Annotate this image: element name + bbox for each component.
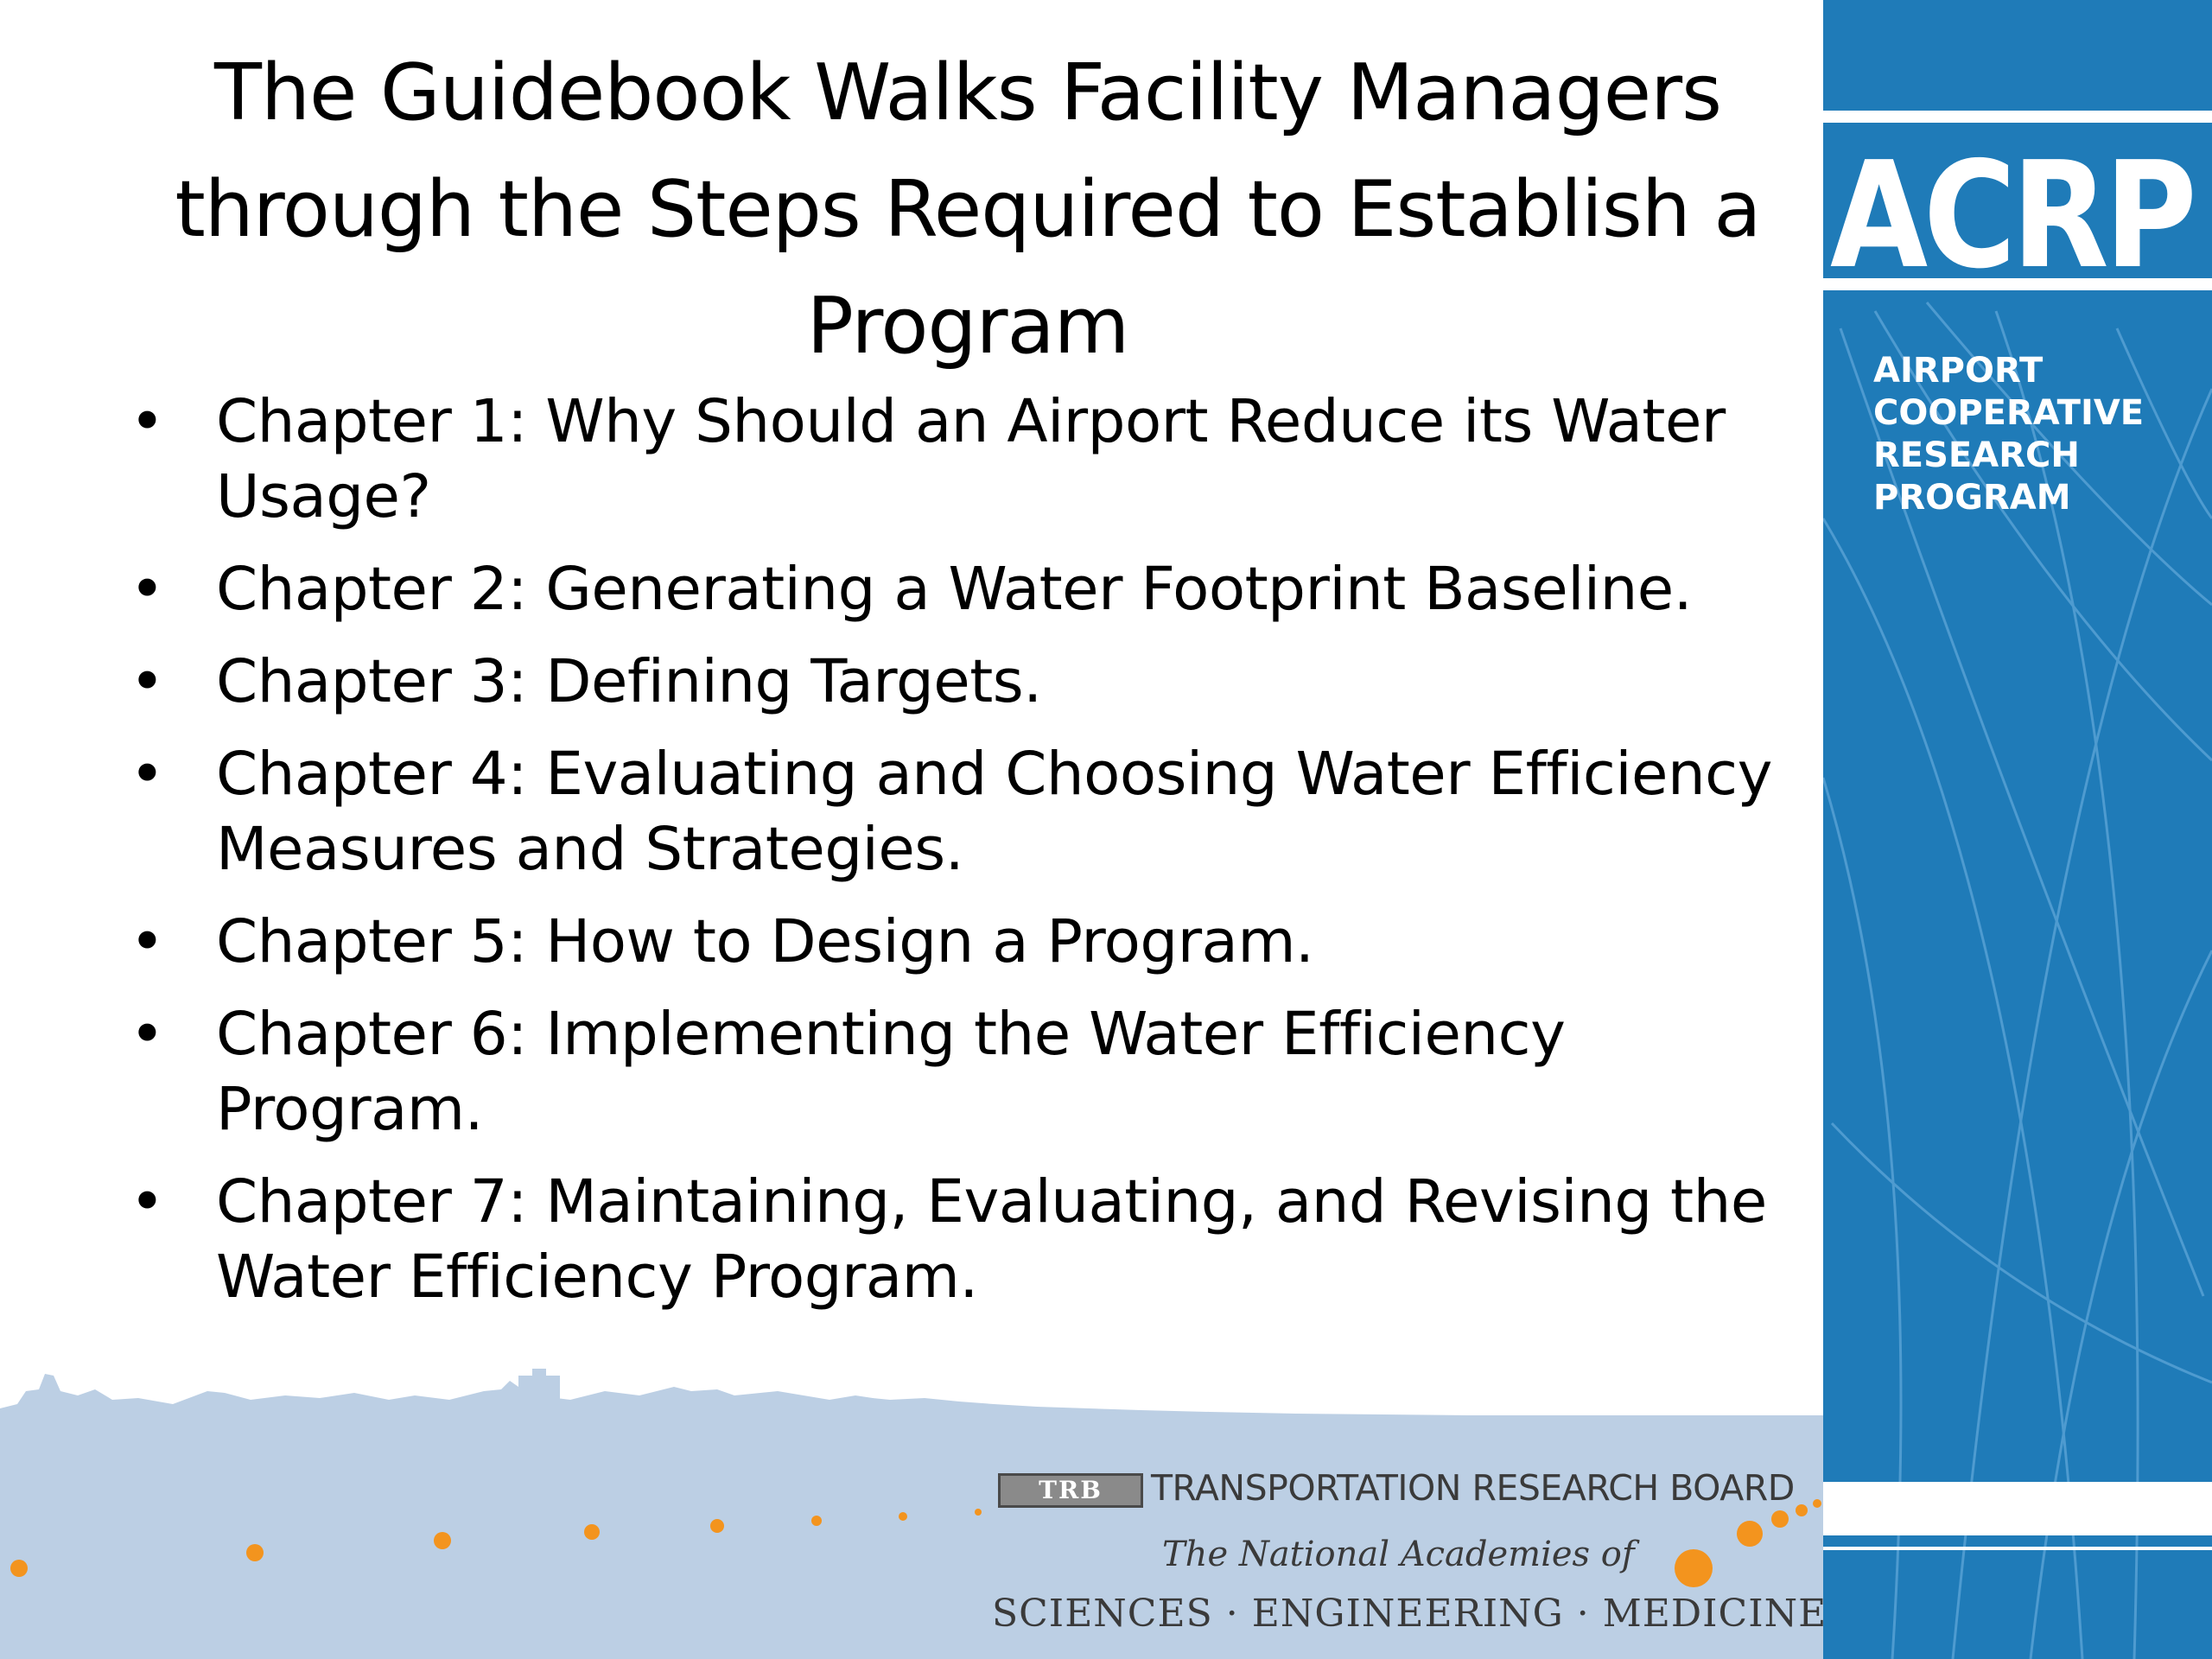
chapter-item [130,905,1823,980]
acrp-logo: ACRP [1830,130,2193,302]
chapter-text: Chapter 5: How to Design a Program. [216,907,1314,976]
acrp-subtitle-line: RESEARCH [1873,435,2080,475]
panel-stripe [1823,1547,2212,1550]
chapter-text: Chapter 3: Defining Targets. [216,647,1042,716]
slide-title: The Guidebook Walks Facility Managers through the Steps Required to Establish a Program [175,48,1761,372]
bullet-glyph: • [130,555,165,624]
bullet-glyph: • [130,740,165,809]
acrp-subtitle-line: COOPERATIVE [1873,393,2145,433]
bullet-glyph: • [130,1167,165,1236]
panel-stripe [1823,111,2212,123]
national-academies-line: The National Academies of [1162,1535,1635,1574]
chapter-item [130,737,1823,887]
chapter-item [130,1165,1823,1315]
chapter-item [130,385,1823,535]
trb-logo-mark: TRB [998,1473,1143,1508]
acrp-subtitle-line: PROGRAM [1873,478,2071,518]
chapter-list [130,385,1823,1332]
sciences-engineering-medicine-line: SCIENCES · ENGINEERING · MEDICINE [992,1592,1827,1636]
acrp-side-panel [1823,0,2212,1659]
chapter-text: Chapter 7: Maintaining, Evaluating, and Revising the Water Efficiency Program. [216,1167,1767,1312]
acrp-program-name [1873,350,2210,519]
panel-stripe [1823,1482,2212,1535]
chapter-item [130,997,1823,1147]
bullet-glyph: • [130,387,165,456]
chapter-item [130,552,1823,627]
chapter-text: Chapter 6: Implementing the Water Efficiency Program. [216,1000,1566,1144]
bullet-glyph: • [130,907,165,976]
bullet-glyph: • [130,1000,165,1069]
trb-organization-name: TRANSPORTATION RESEARCH BOARD [1151,1467,1795,1509]
chapter-text: Chapter 2: Generating a Water Footprint Baseline. [216,555,1693,624]
chapter-text: Chapter 1: Why Should an Airport Reduce its Water Usage? [216,387,1726,531]
chapter-text: Chapter 4: Evaluating and Choosing Water Efficiency Measures and Strategies. [216,740,1772,884]
chapter-item [130,645,1823,720]
acrp-subtitle-line: AIRPORT [1873,351,2044,391]
bullet-glyph: • [130,647,165,716]
